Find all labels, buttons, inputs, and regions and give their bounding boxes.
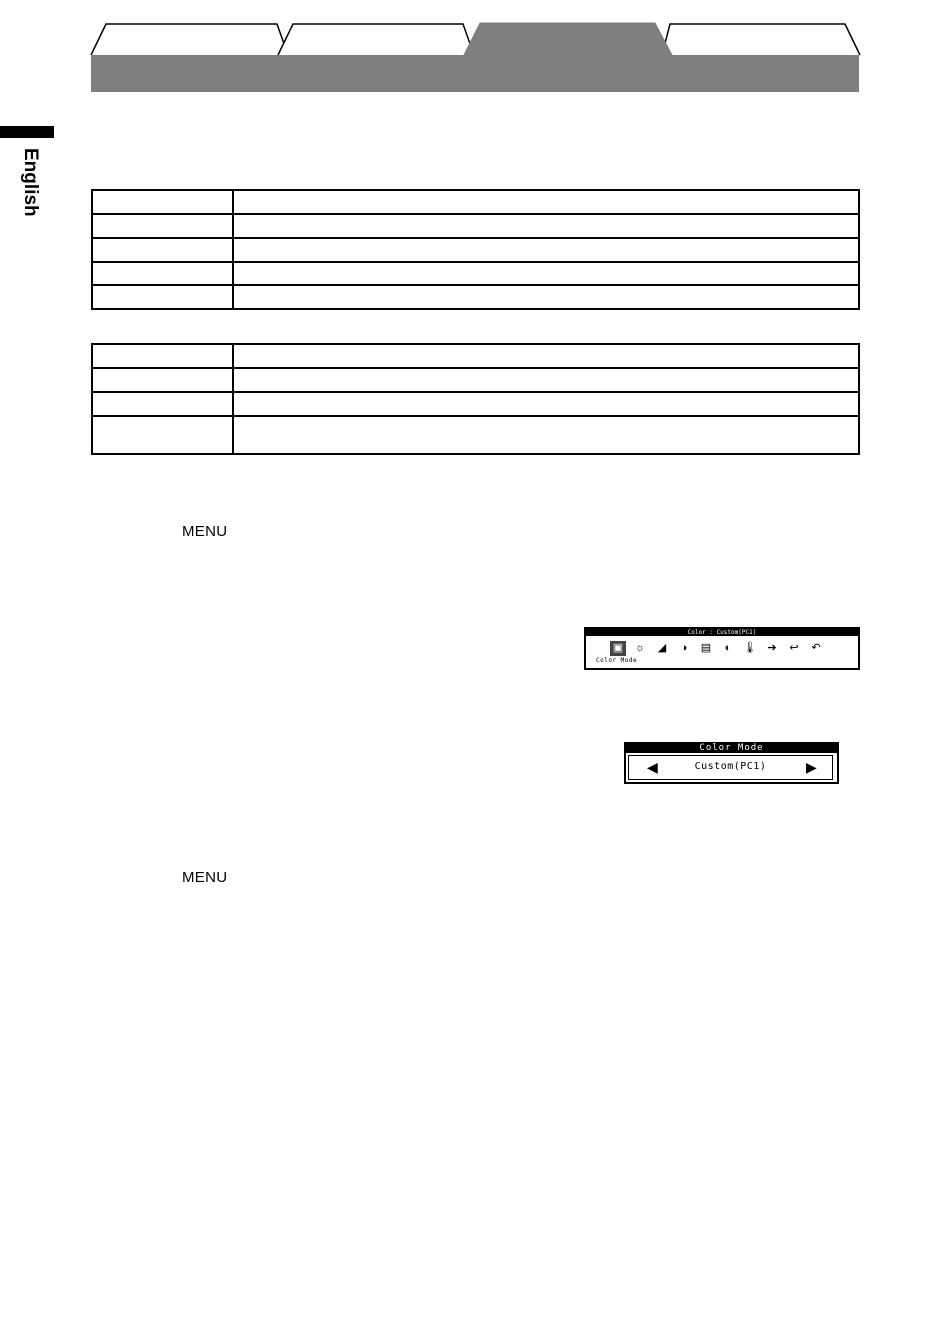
reset-icon[interactable]: ↶	[811, 642, 821, 654]
tab-3-active	[464, 23, 672, 55]
menu-key-label-2: MENU	[182, 869, 228, 886]
menu-key-label-1: MENU	[182, 523, 228, 540]
language-label: English	[20, 148, 41, 217]
return-icon[interactable]: ↩	[789, 642, 799, 654]
header-band	[91, 55, 859, 92]
color-mode-table-2	[91, 343, 860, 455]
osd-selected-label: Color Mode	[596, 657, 638, 664]
tab-1	[91, 24, 288, 55]
saturation-icon[interactable]: ◐	[724, 642, 732, 654]
contrast-icon[interactable]: ◑	[680, 642, 688, 654]
tab-2	[278, 24, 474, 55]
brightness-icon[interactable]: ☼	[634, 642, 646, 654]
arrow-right-icon[interactable]: ➔	[767, 642, 777, 654]
arrow-left-icon[interactable]: ◀	[647, 759, 658, 775]
osd-main-menu	[584, 627, 860, 670]
osd-icon-row	[610, 641, 824, 656]
monitor-icon[interactable]: ▤	[700, 642, 712, 654]
black-level-icon[interactable]: ◢	[657, 642, 667, 654]
color-mode-icon[interactable]: ▣	[610, 641, 626, 656]
osd-color-mode-menu	[624, 742, 839, 784]
osd-sub-title: Color Mode	[626, 744, 837, 753]
language-marker-bar	[0, 126, 54, 138]
color-mode-value: Custom(PC1)	[694, 761, 767, 772]
tab-4	[662, 24, 860, 55]
osd-sub-value-box	[628, 755, 833, 780]
osd-main-title: Color : Custom(PC1)	[586, 629, 858, 636]
temperature-icon[interactable]: 🌡	[743, 642, 757, 654]
color-mode-table-1	[91, 189, 860, 310]
arrow-right-icon[interactable]: ▶	[806, 759, 817, 775]
